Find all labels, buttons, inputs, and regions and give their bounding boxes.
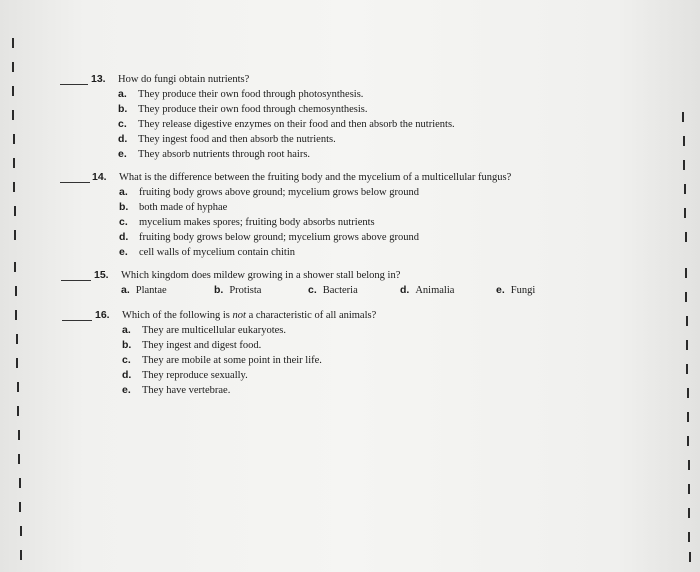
margin-mark: [688, 532, 690, 542]
margin-mark: [19, 478, 21, 488]
margin-mark: [18, 454, 20, 464]
margin-mark: [15, 286, 17, 296]
option-a: a. They produce their own food through photosynthesis.: [118, 88, 364, 100]
margin-mark: [687, 436, 689, 446]
margin-mark: [683, 160, 685, 170]
margin-mark: [13, 134, 15, 144]
margin-mark: [18, 430, 20, 440]
margin-mark: [16, 334, 18, 344]
margin-mark: [14, 262, 16, 272]
option-a: a. fruiting body grows above ground; mycelium grows below ground: [119, 186, 419, 198]
margin-mark: [17, 406, 19, 416]
option-a: a. They are multicellular eukaryotes.: [122, 324, 287, 336]
margin-mark: [686, 364, 688, 374]
margin-mark: [688, 460, 690, 470]
margin-mark: [684, 208, 686, 218]
question-text: What is the difference between the fruiting body and the mycelium of a multicellular fungus?: [119, 172, 512, 183]
margin-mark: [685, 268, 687, 278]
question-text: Which of the following is not a characteristic of all animals?: [122, 310, 377, 321]
margin-mark: [685, 292, 687, 302]
option-b: b. Protista: [214, 284, 262, 296]
margin-mark: [688, 484, 690, 494]
margin-mark: [14, 230, 16, 240]
option-b: b. both made of hyphae: [119, 201, 228, 213]
option-e: e. They have vertebrae.: [122, 384, 231, 396]
margin-mark: [14, 206, 16, 216]
margin-mark: [686, 340, 688, 350]
answer-blank[interactable]: [60, 182, 90, 183]
margin-mark: [19, 502, 21, 512]
margin-mark: [687, 412, 689, 422]
margin-mark: [12, 62, 14, 72]
answer-blank[interactable]: [60, 84, 88, 85]
question-number: 16.: [95, 309, 110, 321]
option-d: d. fruiting body grows below ground; mycelium grows above ground: [119, 231, 419, 243]
option-e: e. They absorb nutrients through root hairs.: [118, 148, 311, 160]
option-e: e. Fungi: [496, 284, 536, 296]
margin-mark: [682, 112, 684, 122]
answer-blank[interactable]: [61, 280, 91, 281]
question-number: 14.: [92, 171, 107, 183]
margin-mark: [15, 310, 17, 320]
margin-mark: [688, 508, 690, 518]
margin-mark: [689, 552, 691, 562]
margin-mark: [685, 232, 687, 242]
margin-mark: [683, 136, 685, 146]
answer-blank[interactable]: [62, 320, 92, 321]
option-c: c. They are mobile at some point in their life.: [122, 354, 322, 366]
question-number: 13.: [91, 73, 106, 85]
margin-mark: [13, 182, 15, 192]
margin-mark: [13, 158, 15, 168]
question-number: 15.: [94, 269, 109, 281]
option-c: c. They release digestive enzymes on their food and then absorb the nutrients.: [118, 118, 455, 130]
margin-mark: [16, 358, 18, 368]
option-a: a. Plantae: [121, 284, 167, 296]
option-d: d. They reproduce sexually.: [122, 369, 248, 381]
option-b: b. They ingest and digest food.: [122, 339, 262, 351]
margin-mark: [20, 550, 22, 560]
option-b: b. They produce their own food through chemosynthesis.: [118, 103, 368, 115]
question-text: Which kingdom does mildew growing in a shower stall belong in?: [121, 270, 401, 281]
option-c: c. Bacteria: [308, 284, 358, 296]
option-d: d. They ingest food and then absorb the nutrients.: [118, 133, 336, 145]
question-text: How do fungi obtain nutrients?: [118, 74, 250, 85]
margin-mark: [20, 526, 22, 536]
margin-mark: [12, 110, 14, 120]
margin-mark: [687, 388, 689, 398]
margin-mark: [684, 184, 686, 194]
margin-mark: [12, 86, 14, 96]
margin-mark: [686, 316, 688, 326]
margin-mark: [17, 382, 19, 392]
emphasis-not: not: [232, 310, 246, 321]
option-e: e. cell walls of mycelium contain chitin: [119, 246, 295, 258]
option-d: d. Animalia: [400, 284, 455, 296]
option-c: c. mycelium makes spores; fruiting body absorbs nutrients: [119, 216, 375, 228]
margin-mark: [12, 38, 14, 48]
